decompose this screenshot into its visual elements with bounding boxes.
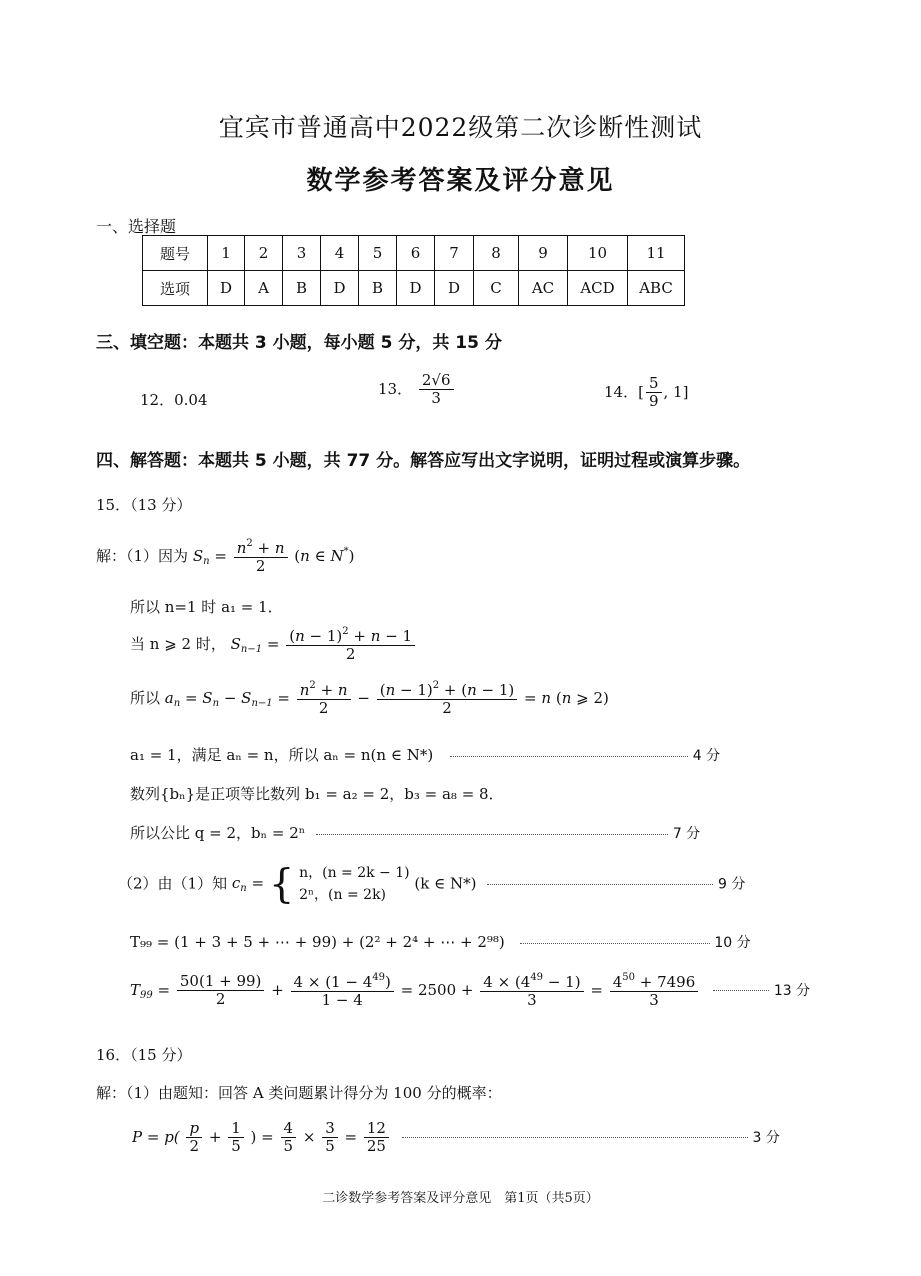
q15-line10 bbox=[130, 972, 810, 1010]
formula-text: 3 bbox=[322, 1120, 338, 1138]
table-cell: 4 bbox=[321, 236, 359, 271]
formula-text: 4 bbox=[281, 1120, 297, 1138]
q15-line2: 所以 n=1 时 a₁ = 1． bbox=[130, 598, 283, 616]
q13-denominator: 3 bbox=[431, 389, 441, 408]
formula-text: $4 \times (1 - 4^{49})$ bbox=[291, 972, 394, 992]
q15-line4-prefix: 所以 bbox=[130, 688, 161, 707]
q15-line1 bbox=[96, 538, 354, 576]
formula-fraction bbox=[480, 972, 583, 1010]
score-label: 9 分 bbox=[718, 876, 746, 893]
table-cell: 5 bbox=[359, 236, 397, 271]
formula-fraction bbox=[186, 1120, 202, 1156]
score-label: 7 分 bbox=[672, 826, 701, 842]
table-cell: D bbox=[321, 271, 359, 306]
q14-bracket-close: , 1] bbox=[663, 382, 689, 401]
score-label: 13 分 bbox=[773, 982, 811, 999]
formula-text: 1 bbox=[228, 1120, 244, 1138]
table-cell: B bbox=[283, 271, 321, 306]
q15-line5-text: a₁ = 1，满足 aₙ = n，所以 aₙ = n(n ∈ N*) bbox=[130, 746, 434, 764]
score-label: 10 分 bbox=[714, 935, 751, 951]
piecewise-cases bbox=[299, 862, 410, 907]
document-title: 宜宾市普通高中2022级第二次诊断性测试 bbox=[218, 113, 703, 142]
dotted-leader bbox=[520, 943, 710, 944]
q14-numerator: 5 bbox=[646, 375, 662, 393]
q15-line7 bbox=[130, 822, 700, 843]
dotted-leader bbox=[487, 884, 713, 885]
formula-text: 2 bbox=[318, 699, 329, 718]
case-second: 2ⁿ，(n = 2k) bbox=[299, 887, 387, 904]
q15-line8 bbox=[118, 862, 745, 907]
q16-line2 bbox=[132, 1120, 780, 1156]
formula-text: 2 bbox=[215, 990, 226, 1009]
table-cell: 7 bbox=[435, 236, 474, 271]
formula-text: 1 − 4 bbox=[321, 991, 363, 1010]
q14-label: 14． bbox=[604, 382, 639, 401]
score-label: 3 分 bbox=[752, 1129, 780, 1146]
formula-fraction bbox=[291, 972, 394, 1010]
formula-text: × bbox=[302, 1127, 316, 1146]
formula-text: $(n - 1)^2 + n - 1$ bbox=[286, 626, 415, 646]
formula-text: $T_{99}$ = bbox=[130, 980, 171, 1001]
q15-line4 bbox=[130, 680, 609, 718]
table-cell: 9 bbox=[519, 236, 568, 271]
table-cell: B bbox=[359, 271, 397, 306]
formula-text: $c_n$ = bbox=[231, 874, 265, 895]
formula-fraction bbox=[286, 626, 415, 664]
formula-text: p bbox=[186, 1120, 202, 1138]
section-choice-heading: 一、选择题 bbox=[96, 217, 177, 236]
q14-bracket-open: [ bbox=[638, 382, 644, 401]
q16-line1: 解：（1）由题知：回答 A 类问题累计得分为 100 分的概率： bbox=[96, 1084, 502, 1102]
formula-fraction bbox=[281, 1120, 297, 1156]
formula-text: 3 bbox=[527, 991, 537, 1010]
q15-line1-prefix: 解：（1）因为 bbox=[96, 546, 189, 565]
answer-q12: 12．0.04 bbox=[140, 391, 208, 409]
formula-text: 2 bbox=[189, 1137, 200, 1156]
q15-line3 bbox=[130, 626, 417, 664]
formula-fraction bbox=[610, 972, 699, 1010]
table-cell: A bbox=[245, 271, 283, 306]
table-cell: D bbox=[208, 271, 245, 306]
formula-fraction bbox=[322, 1120, 338, 1156]
formula-fraction bbox=[177, 973, 265, 1009]
formula-fraction bbox=[297, 680, 351, 718]
formula-text: 5 bbox=[325, 1137, 335, 1156]
formula-fraction bbox=[234, 538, 288, 576]
formula-text: = bbox=[344, 1127, 358, 1146]
case-first: n，(n = 2k − 1) bbox=[299, 865, 410, 881]
q14-denominator: 9 bbox=[648, 392, 659, 411]
table-cell: 10 bbox=[568, 236, 628, 271]
formula-text: 3 bbox=[649, 991, 659, 1010]
table-row bbox=[143, 271, 685, 306]
table-cell: C bbox=[474, 271, 519, 306]
formula-text: 5 bbox=[283, 1137, 294, 1156]
q14-fraction bbox=[646, 375, 662, 411]
formula-text: + bbox=[208, 1127, 222, 1146]
q15-line3-prefix: 当 n ⩾ 2 时， bbox=[130, 634, 226, 653]
formula-text: 2 bbox=[345, 645, 356, 664]
formula-text: P = p( bbox=[132, 1127, 180, 1146]
score-label: 4 分 bbox=[692, 748, 721, 764]
formula-text: 2 bbox=[255, 557, 266, 576]
q15-header: 15．（13 分） bbox=[96, 496, 192, 514]
answer-q13 bbox=[378, 372, 456, 408]
formula-text: 5 bbox=[231, 1137, 241, 1156]
table-cell: AC bbox=[519, 271, 568, 306]
formula-text: $n^2 + n$ bbox=[234, 538, 288, 558]
table-cell: 3 bbox=[283, 236, 321, 271]
formula-text: = n (n ⩾ 2) bbox=[524, 688, 609, 707]
q13-fraction bbox=[419, 372, 454, 408]
table-header-cell: 选项 bbox=[143, 271, 208, 306]
formula-fraction bbox=[377, 680, 518, 718]
q15-line6: 数列{bₙ}是正项等比数列 b₁ = a₂ = 2，b₃ = a₈ = 8． bbox=[130, 785, 504, 803]
q15-line9-text: T₉₉ = (1 + 3 + 5 + ⋯ + 99) + (2² + 2⁴ + ⋯ + 2⁹⁸) bbox=[130, 933, 505, 951]
dotted-leader bbox=[316, 834, 668, 835]
formula-text: = 2500 + bbox=[400, 980, 474, 999]
answer-q14 bbox=[604, 375, 688, 411]
q15-line8-suffix: (k ∈ N*) bbox=[414, 874, 477, 893]
formula-text: = bbox=[590, 980, 603, 999]
formula-text: $(n - 1)^2 + (n - 1)$ bbox=[377, 680, 518, 700]
q15-line7-text: 所以公比 q = 2，bₙ = 2ⁿ bbox=[130, 824, 306, 842]
table-cell: 2 bbox=[245, 236, 283, 271]
table-cell: D bbox=[397, 271, 435, 306]
answer-table bbox=[142, 235, 685, 306]
formula-text: 50(1 + 99) bbox=[177, 973, 265, 991]
table-row bbox=[143, 236, 685, 271]
dotted-leader bbox=[450, 756, 688, 757]
table-header-cell: 题号 bbox=[143, 236, 208, 271]
formula-text: $4 \times (4^{49} - 1)$ bbox=[480, 972, 583, 992]
q15-line9 bbox=[130, 932, 751, 952]
formula-text: 12 bbox=[364, 1120, 389, 1138]
formula-text: (n ∈ N*) bbox=[294, 545, 355, 565]
section-solve-heading: 四、解答题：本题共 5 小题，共 77 分。解答应写出文字说明，证明过程或演算步骤。 bbox=[96, 451, 751, 471]
formula-fraction bbox=[228, 1120, 244, 1156]
table-cell: 6 bbox=[397, 236, 435, 271]
table-cell: ABC bbox=[628, 271, 685, 306]
table-cell: 1 bbox=[208, 236, 245, 271]
formula-text: 2 bbox=[442, 699, 452, 718]
table-cell: D bbox=[435, 271, 474, 306]
section-fill-heading: 三、填空题：本题共 3 小题，每小题 5 分，共 15 分 bbox=[96, 333, 502, 353]
dotted-leader bbox=[402, 1137, 748, 1138]
formula-text: ) = bbox=[250, 1127, 274, 1146]
document-subtitle: 数学参考答案及评分意见 bbox=[306, 166, 615, 196]
formula-text: $a_n = S_n - S_{n-1}$ = bbox=[164, 688, 290, 709]
formula-text: + bbox=[271, 980, 284, 999]
q16-header: 16．（15 分） bbox=[96, 1046, 192, 1064]
formula-text: 25 bbox=[366, 1137, 386, 1156]
q13-label: 13． bbox=[378, 379, 413, 398]
brace-symbol: { bbox=[268, 861, 295, 908]
q13-numerator: 2√6 bbox=[419, 372, 454, 390]
q15-line8-prefix: （2）由（1）知 bbox=[118, 874, 228, 893]
table-cell: ACD bbox=[568, 271, 628, 306]
formula-text: $S_{n-1}$ = bbox=[230, 634, 280, 655]
formula-text: $S_n$ = bbox=[192, 546, 227, 567]
table-cell: 8 bbox=[474, 236, 519, 271]
dotted-leader bbox=[713, 990, 769, 991]
formula-text: $n^2 + n$ bbox=[297, 680, 351, 700]
table-cell: 11 bbox=[628, 236, 685, 271]
page-footer: 二诊数学参考答案及评分意见 第1页（共5页） bbox=[322, 1191, 599, 1206]
formula-text: − bbox=[357, 688, 370, 707]
formula-fraction bbox=[364, 1120, 389, 1156]
formula-text: $4^{50} + 7496$ bbox=[610, 972, 699, 992]
q15-line5 bbox=[130, 744, 720, 765]
